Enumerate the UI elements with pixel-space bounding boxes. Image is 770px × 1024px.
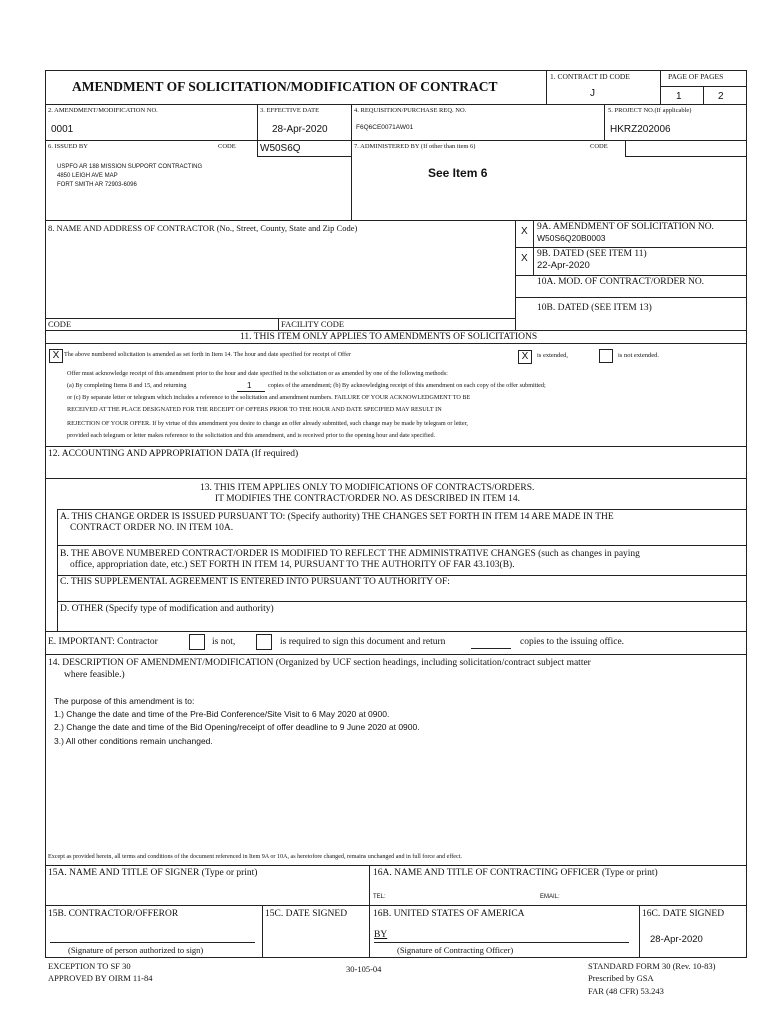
united-states-label: 16B. UNITED STATES OF AMERICA [373, 909, 525, 919]
amendment-no-value: 0001 [51, 124, 74, 135]
item-11-para4: RECEIVED AT THE PLACE DESIGNATED FOR THE RECEIPT OF OFFERS PRIOR TO THE HOUR AND DATE SPECIFIED MAY RESULT IN [67, 406, 442, 413]
contracting-officer-name-label: 16A. NAME AND TITLE OF CONTRACTING OFFICER (Type or print) [373, 868, 658, 878]
requisition-value: F6Q6CE0071AW01 [356, 124, 414, 131]
project-no-label: 5. PROJECT NO.(If applicable) [608, 107, 692, 114]
administered-by-label: 7. ADMINISTERED BY (If other than item 6) [354, 143, 476, 150]
is-not-extended-label: is not extended. [618, 352, 659, 359]
item-13b-line1: B. THE ABOVE NUMBERED CONTRACT/ORDER IS MODIFIED TO REFLECT THE ADMINISTRATIVE CHANGES (such as changes in paying [60, 549, 640, 559]
officer-signature-caption: (Signature of Contracting Officer) [397, 945, 514, 955]
footer-approved: APPROVED BY OIRM 11-84 [48, 973, 153, 983]
is-extended-checkbox[interactable]: X [518, 350, 532, 364]
signer-name-label: 15A. NAME AND TITLE OF SIGNER (Type or print) [48, 868, 258, 878]
item-13a-line1: A. THIS CHANGE ORDER IS ISSUED PURSUANT TO: (Specify authority) THE CHANGES SET FORTH IN ITEM 14 ARE MADE IN THE [60, 512, 614, 522]
is-not-checkbox[interactable] [189, 634, 205, 650]
issued-by-address-line2: 4850 LEIGH AVE MAP [57, 173, 118, 179]
item-14-description-line3: 2.) Change the date and time of the Bid Opening/receipt of offer deadline to 9 June 2020 at 0900. [54, 722, 420, 732]
item-e-label: E. IMPORTANT: Contractor [48, 637, 158, 647]
issued-by-address-line1: USPFO AR 188 MISSION SUPPORT CONTRACTING [57, 164, 203, 170]
by-label: BY [374, 930, 388, 940]
item-14-label-line2: where feasible.) [64, 670, 125, 680]
contractor-signature-caption: (Signature of person authorized to sign) [68, 945, 204, 955]
item-9b-label: 9B. DATED (SEE ITEM 11) [537, 249, 647, 259]
pages-total: 2 [718, 91, 724, 102]
issued-by-code-value: W50S6Q [260, 143, 301, 154]
item-13c-label: C. THIS SUPPLEMENTAL AGREEMENT IS ENTERED INTO PURSUANT TO AUTHORITY OF: [60, 577, 450, 587]
item-11-amended-checkbox[interactable]: X [49, 349, 63, 363]
item-9b-value: 22-Apr-2020 [537, 260, 590, 271]
item-11-para6: provided each telegram or letter makes reference to the solicitation and this amendment, and is received prior to the opening hour and date specified. [67, 432, 436, 439]
contractor-date-signed-label: 15C. DATE SIGNED [265, 909, 348, 919]
item-e-copies-text: copies to the issuing office. [520, 637, 625, 647]
page-number: 1 [676, 91, 682, 102]
item-12-label: 12. ACCOUNTING AND APPROPRIATION DATA (If required) [48, 449, 299, 459]
facility-code-label: FACILITY CODE [281, 319, 345, 329]
item-10a-label: 10A. MOD. OF CONTRACT/ORDER NO. [537, 277, 705, 287]
issued-by-code-label: CODE [218, 143, 236, 150]
item-11-line1: The above numbered solicitation is amended as set forth in Item 14. The hour and date specified for receipt of Offer [64, 351, 351, 358]
page-of-pages-label: PAGE OF PAGES [668, 72, 724, 81]
contractor-code-label: CODE [48, 319, 72, 329]
footer-form-number: 30-105-04 [346, 964, 382, 974]
issued-by-address-line3: FORT SMITH AR 72903-6096 [57, 182, 137, 188]
footer-exception: EXCEPTION TO SF 30 [48, 961, 131, 971]
officer-date-signed-value: 28-Apr-2020 [650, 934, 703, 945]
effective-date-label: 3. EFFECTIVE DATE [260, 107, 320, 114]
form-title: AMENDMENT OF SOLICITATION/MODIFICATION OF CONTRACT [72, 79, 498, 94]
item-e-is-not: is not, [212, 637, 236, 647]
item-e-required: is required to sign this document and return [280, 637, 446, 647]
item-10b-label: 10B. DATED (SEE ITEM 13) [537, 303, 652, 313]
footer-standard-form: STANDARD FORM 30 (Rev. 10-83) [588, 961, 716, 971]
item-9a-value: W50S6Q20B0003 [537, 233, 606, 243]
item-11-para5: REJECTION OF YOUR OFFER. If by virtue of this amendment you desire to change an offer already submitted, such change may be made by telegram or letter, [67, 420, 468, 427]
item-9b-check-mark: X [521, 253, 528, 264]
is-required-checkbox[interactable] [256, 634, 272, 650]
effective-date-value: 28-Apr-2020 [272, 124, 328, 135]
item-11-para2a: (a) By completing Items 8 and 15, and returning [67, 382, 187, 389]
project-no-value: HKRZ202006 [610, 124, 671, 135]
tel-label: TEL: [373, 894, 386, 900]
footer-prescribed: Prescribed by GSA [588, 973, 654, 983]
item-13-heading1: 13. THIS ITEM APPLIES ONLY TO MODIFICATIONS OF CONTRACTS/ORDERS. [200, 483, 535, 493]
is-not-extended-checkbox[interactable] [599, 349, 613, 363]
issued-by-label: 6. ISSUED BY [48, 143, 88, 150]
item-14-description-line2: 1.) Change the date and time of the Pre-Bid Conference/Site Visit to 6 May 2020 at 0900. [54, 709, 390, 719]
contract-id-value: J [590, 88, 595, 99]
administered-by-value: See Item 6 [428, 166, 488, 180]
officer-date-signed-label: 16C. DATE SIGNED [642, 909, 725, 919]
item-13-heading2: IT MODIFIES THE CONTRACT/ORDER NO. AS DESCRIBED IN ITEM 14. [215, 494, 520, 504]
contract-id-label: 1. CONTRACT ID CODE [550, 72, 630, 81]
item-14-description-line4: 3.) All other conditions remain unchanged. [54, 736, 213, 746]
contractor-name-label: 8. NAME AND ADDRESS OF CONTRACTOR (No., Street, County, State and Zip Code) [48, 223, 358, 233]
is-extended-label: is extended, [537, 352, 569, 359]
item-13d-label: D. OTHER (Specify type of modification and authority) [60, 604, 274, 614]
item-11-para3: or (c) By separate letter or telegram which includes a reference to the solicitation and amendment numbers. FAILURE OF YOUR ACKNOWLEDGMENT TO BE [67, 394, 471, 401]
requisition-label: 4. REQUISITION/PURCHASE REQ. NO. [354, 107, 467, 114]
item-9a-check-mark: X [521, 226, 528, 237]
item-13a-line2: CONTRACT ORDER NO. IN ITEM 10A. [70, 523, 234, 533]
amendment-no-label: 2. AMENDMENT/MODIFICATION NO. [48, 107, 158, 114]
item-14-label-line1: 14. DESCRIPTION OF AMENDMENT/MODIFICATION (Organized by UCF section headings, including solicitation/contract subject matter [48, 658, 591, 668]
item-14-description-line1: The purpose of this amendment is to: [54, 696, 195, 706]
footer-far: FAR (48 CFR) 53.243 [588, 986, 664, 996]
item-11-heading: 11. THIS ITEM ONLY APPLIES TO AMENDMENTS OF SOLICITATIONS [240, 332, 538, 342]
item-14-footer: Except as provided herein, all terms and conditions of the document referenced in Item 9A or 10A, as heretofore changed, remains unchanged and in full force and effect. [48, 854, 462, 860]
item-11-para1: Offer must acknowledge receipt of this amendment prior to the hour and date specified in the solicitation or as amended by one of the following methods: [67, 370, 448, 377]
item-9a-label: 9A. AMENDMENT OF SOLICITATION NO. [537, 222, 714, 232]
item-11-copies-value: 1 [247, 381, 252, 390]
administered-by-code-label: CODE [590, 143, 608, 150]
email-label: EMAIL: [540, 894, 560, 900]
item-13b-line2: office, appropriation date, etc.) SET FORTH IN ITEM 14, PURSUANT TO THE AUTHORITY OF FAR 43.103(B). [70, 560, 515, 570]
item-11-para2b: copies of the amendment; (b) By acknowledging receipt of this amendment on each copy of the offer submitted; [268, 382, 546, 389]
contractor-offeror-label: 15B. CONTRACTOR/OFFEROR [48, 909, 179, 919]
